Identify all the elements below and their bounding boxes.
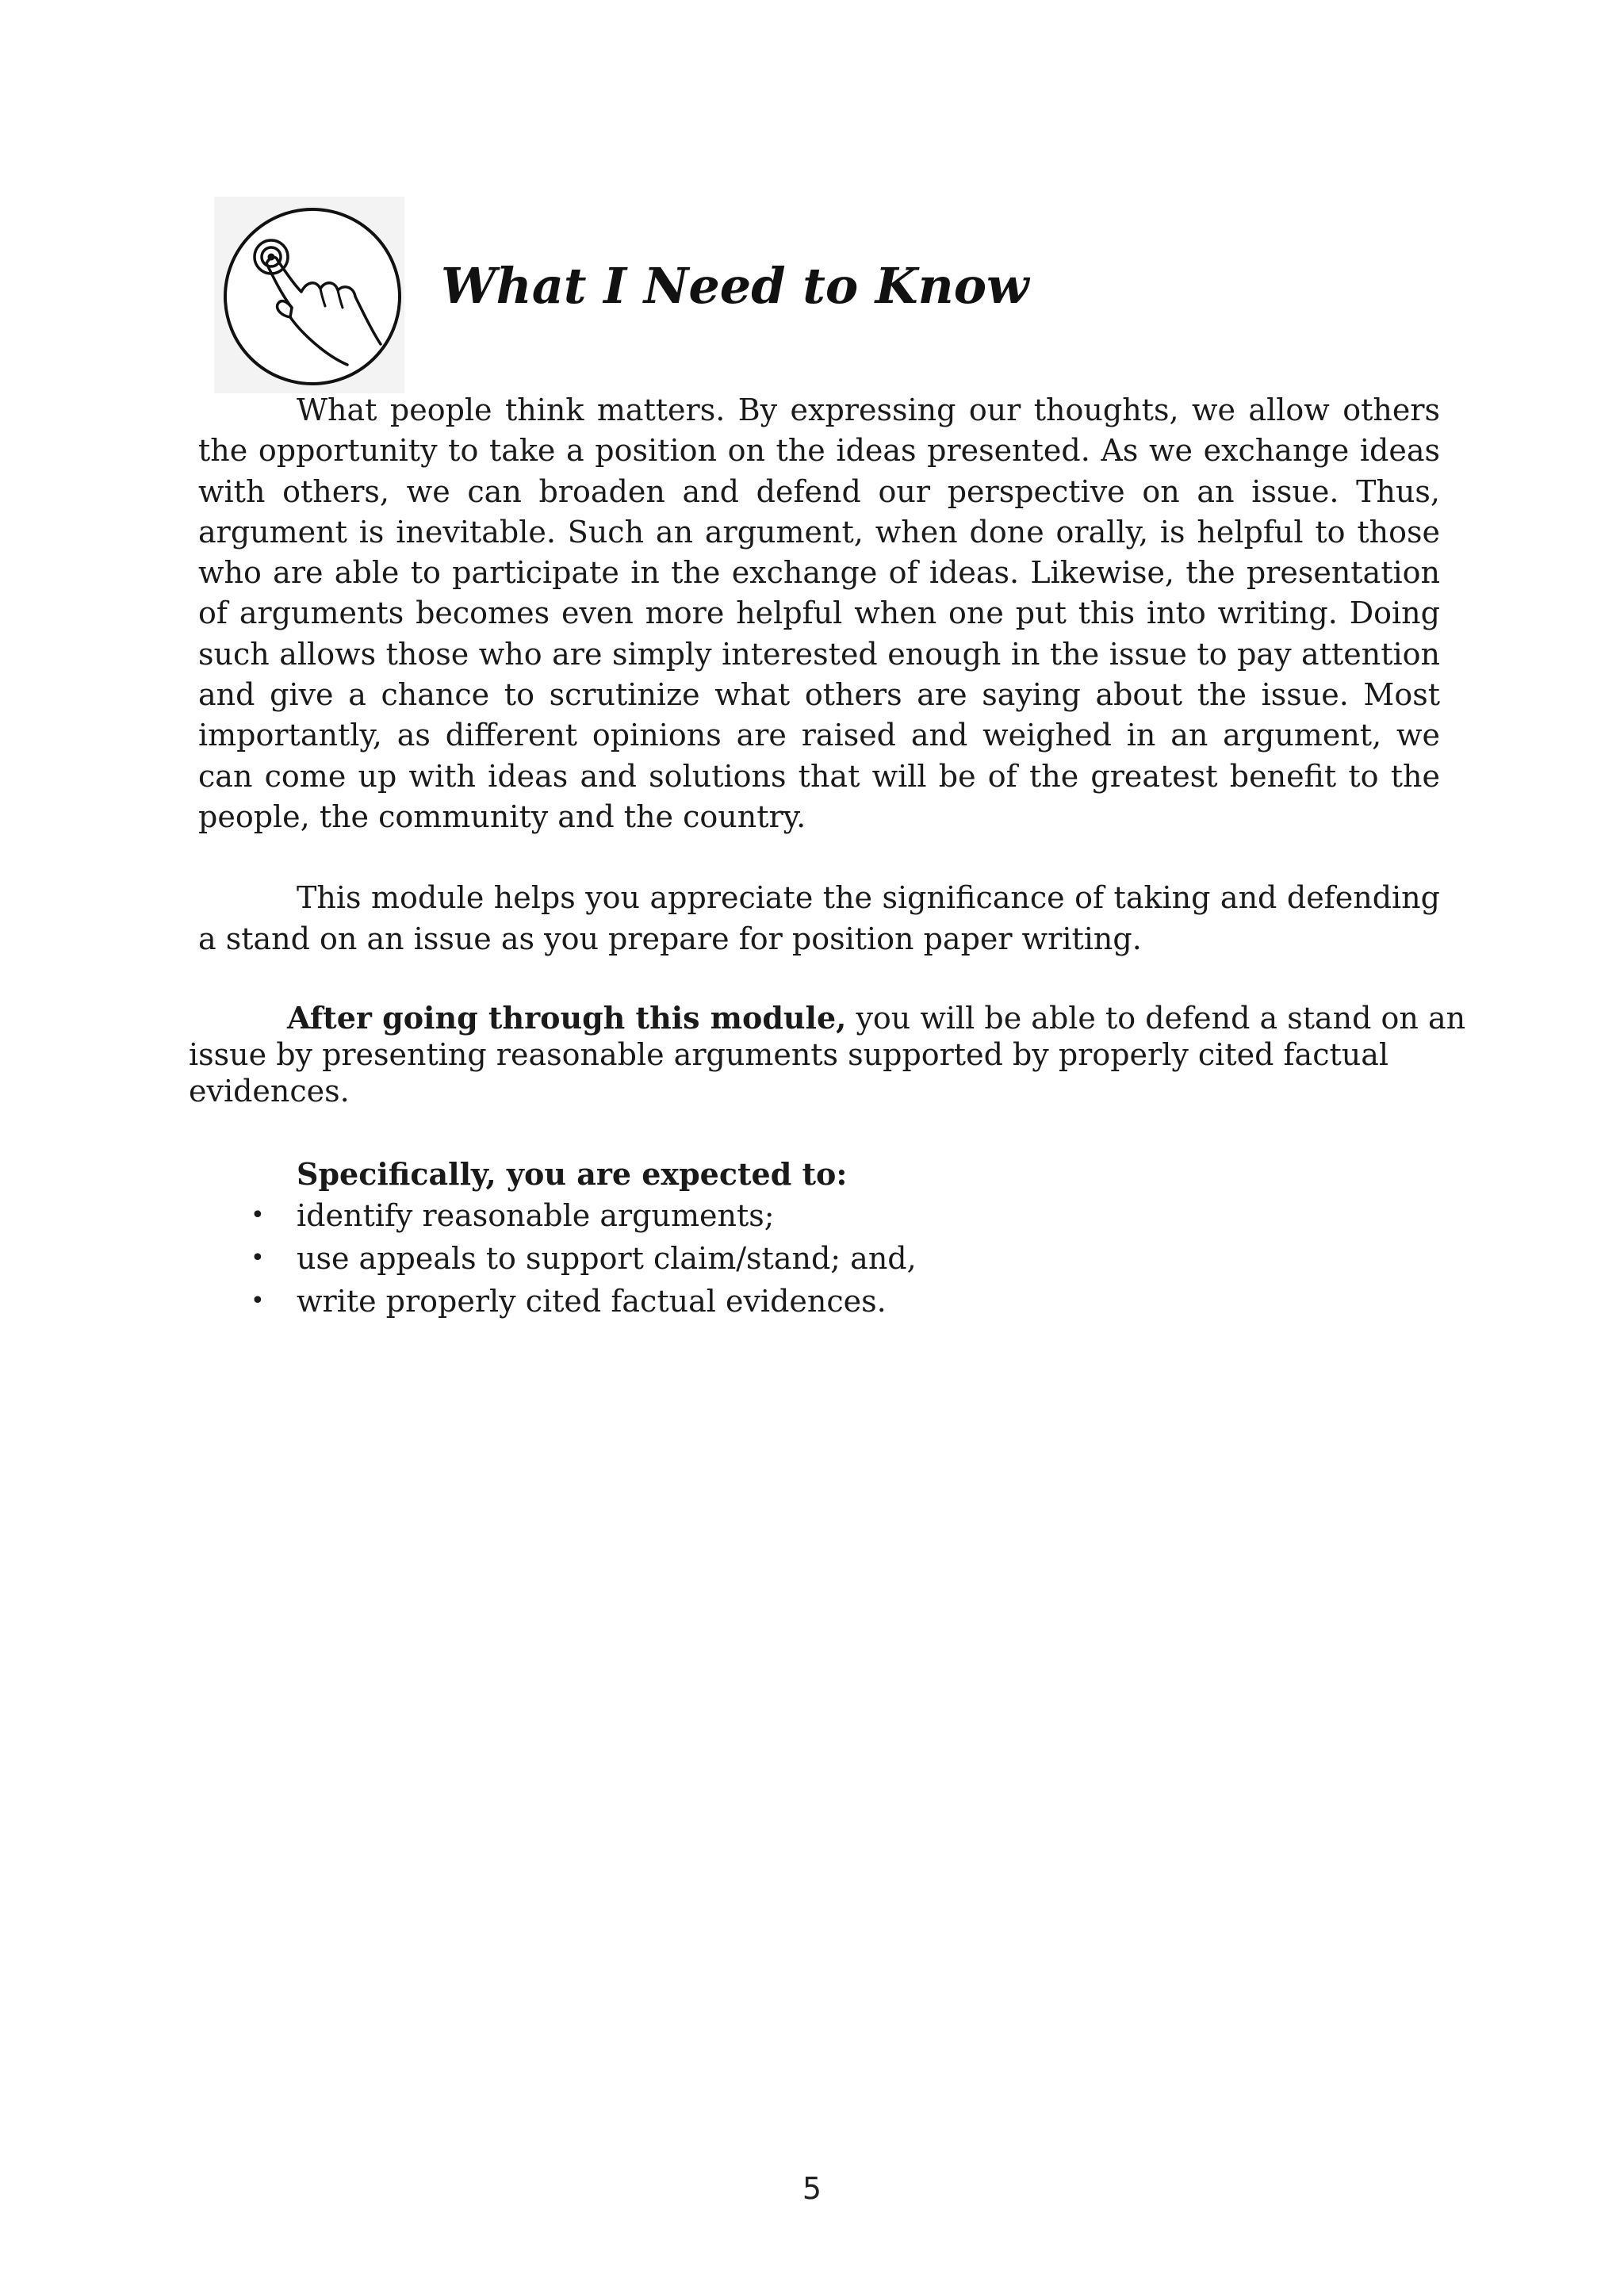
bullet-icon: • xyxy=(251,1244,265,1273)
page-number: 5 xyxy=(802,2171,822,2206)
list-item-text: identify reasonable arguments; xyxy=(297,1198,775,1234)
list-item xyxy=(198,1194,1440,1237)
list-item-text: use appeals to support claim/stand; and, xyxy=(297,1241,917,1277)
objective-text: you will be able to defend a stand on an issue by presenting reasonable arguments supported by properly cited factual evidences. xyxy=(189,1000,1466,1109)
objective-lead: After going through this module, xyxy=(287,999,847,1036)
module-purpose-paragraph: This module helps you appreciate the significance of taking and defending a stand on an issue as you prepare for position paper writing. xyxy=(198,880,1440,956)
module-body xyxy=(189,390,1466,1323)
expectations-list xyxy=(198,1194,1440,1323)
expectations-lead: Specifically, you are expected to: xyxy=(297,1155,848,1192)
intro-paragraph: What people think matters. By expressing our thoughts, we allow others the opportunity to take a position on the ideas presented. As we exchange ideas with others, we can broaden and defend our perspective on an issue. Thus, argument is inevitable. Such an argument, when done orally, is helpful to those who are able to participate in the exchange of ideas. Likewise, the presentation of arguments becomes even more helpful when one put this into writing. Doing such allows those who are simply interested enough in the issue to pay attention and give a chance to scrutinize what others are saying about the issue. Most importantly, as different opinions are raised and weighed in an argument, we can come up with ideas and solutions that will be of the greatest benefit to the people, the community and the country. xyxy=(198,393,1440,834)
objective-paragraph xyxy=(189,1000,1488,1109)
pointing-hand-icon xyxy=(214,197,404,393)
expectations-section xyxy=(198,1154,1440,1323)
list-item-text: write properly cited factual evidences. xyxy=(297,1284,887,1319)
section-title: What I Need to Know xyxy=(441,257,1029,315)
list-item xyxy=(198,1280,1440,1323)
bullet-icon: • xyxy=(251,1201,265,1230)
bullet-icon: • xyxy=(251,1287,265,1316)
list-item xyxy=(198,1237,1440,1280)
